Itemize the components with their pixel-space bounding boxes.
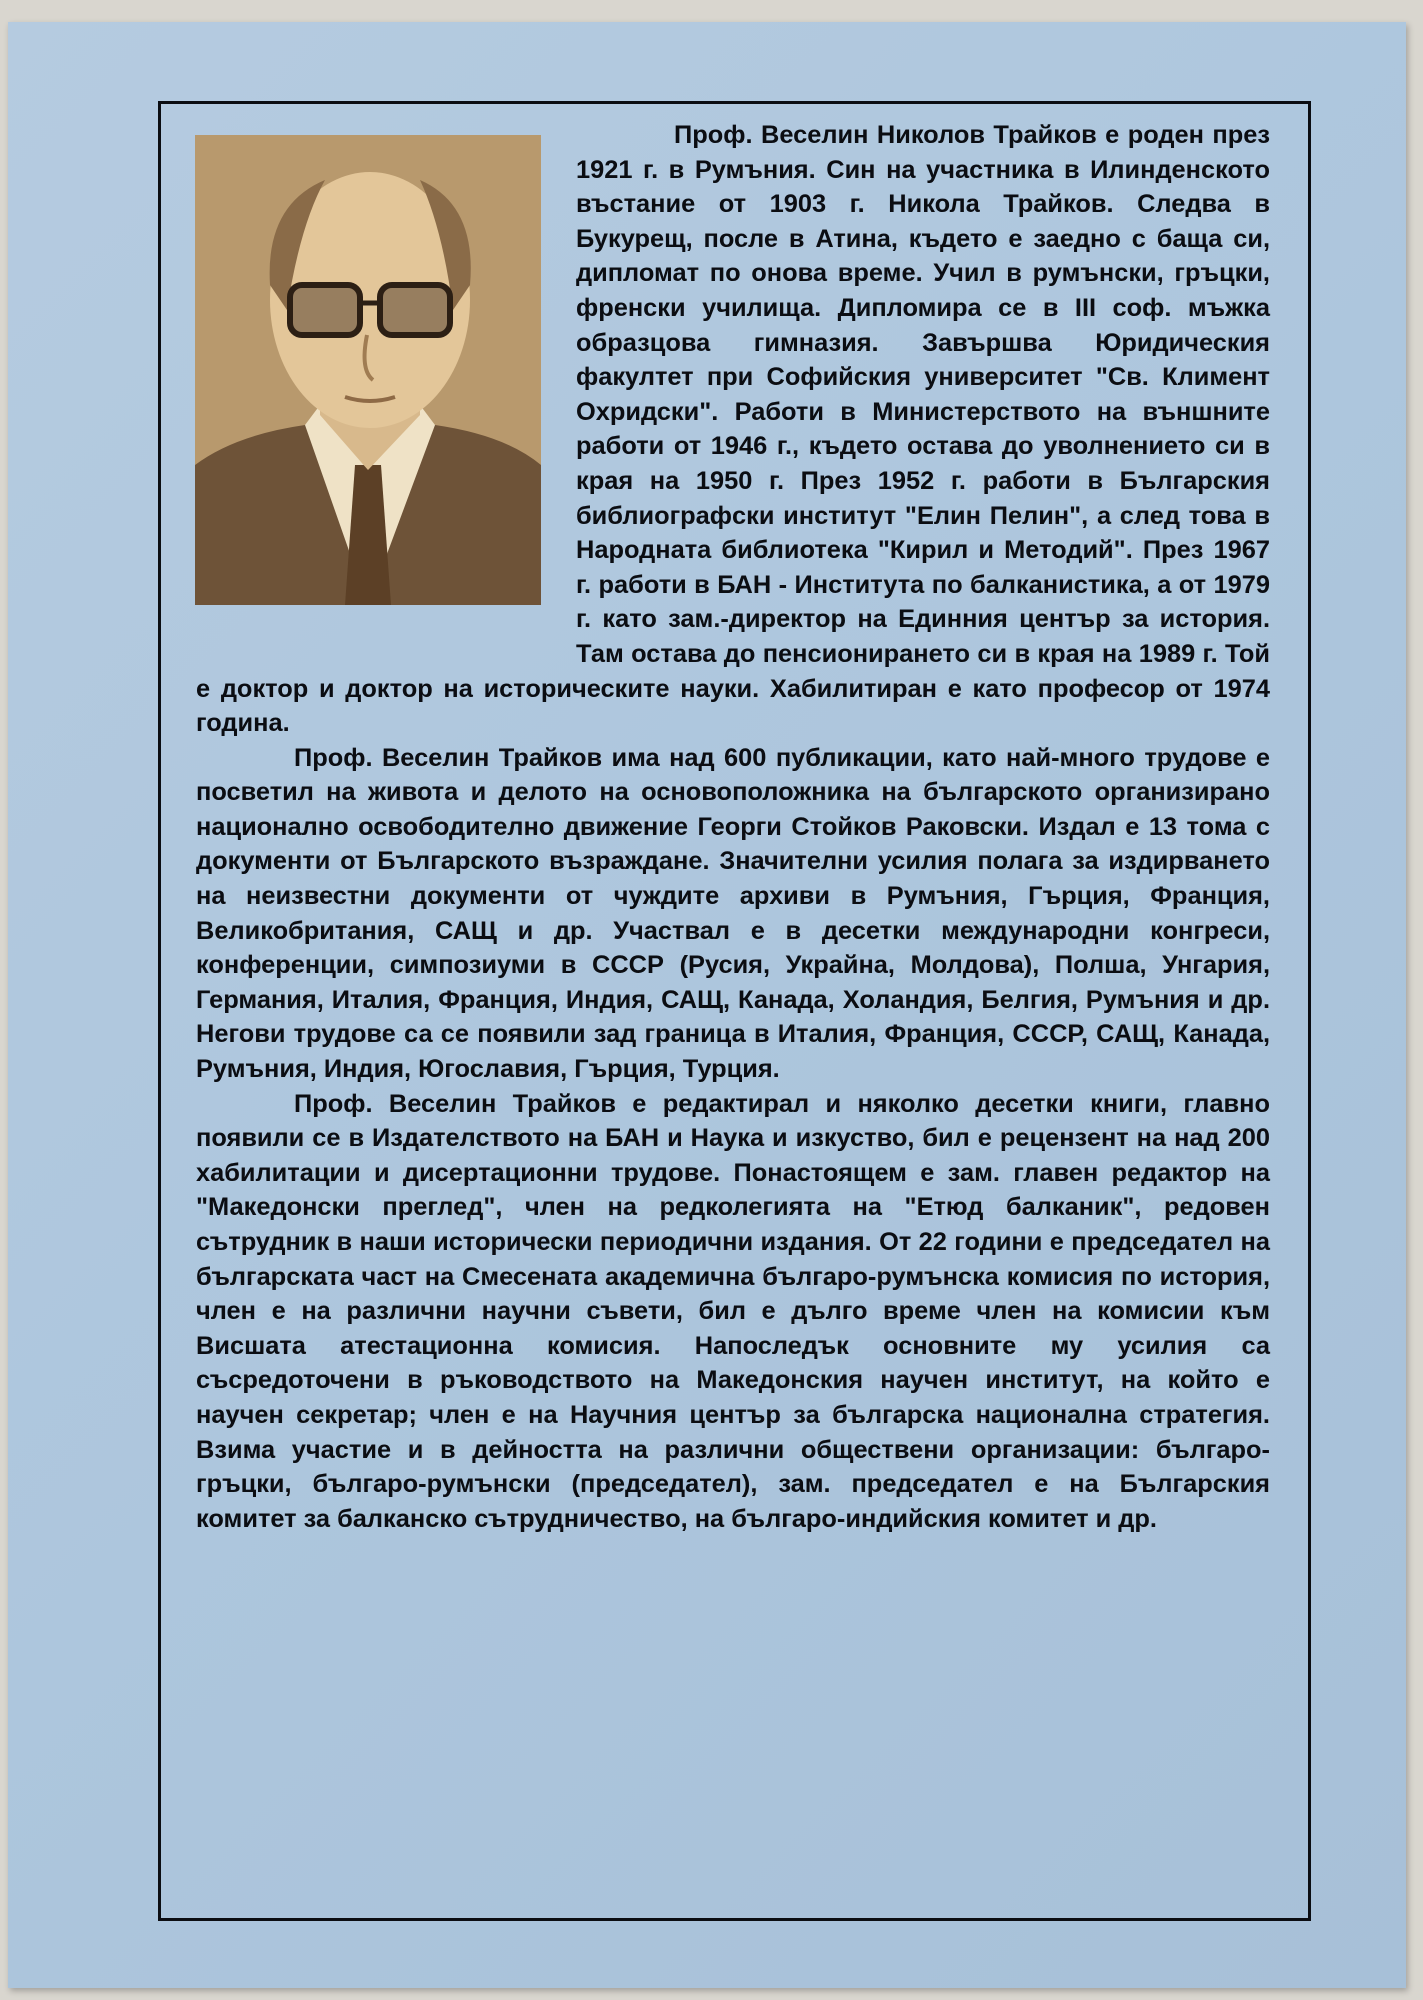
biography-paragraph-1: Проф. Веселин Николов Трайков е роден през 1921 г. в Румъния. Син на участника в Илинденското въстание от 1903 г. Никола Трайков. Следва в Букурещ, после в Атина, където е заедно с баща си, дипломат по онова време. Учил в румънски, гръцки, френски училища. Дипломира се в III соф. мъжка образцова гимназия. Завършва Юридическия факултет при Софийския университет "Св. Климент Охридски". Работи в Министерството на външните работи от 1946 г., където остава до уволнението си в края на 1950 г. През 1952 г. работи в Българския библиографски институт "Елин Пелин", а след това в Народната библиотека "Кирил и Методий". През 1967 г. работи в БАН - Института по балканистика, а от 1979 г. като зам.-директор на Единния център за история. Там остава до пенсионирането си в края на 1989 г. Той е доктор и доктор на историческите науки. Хабилитиран е като професор от 1974 година.	[196, 121, 1270, 738]
biography-paragraph-2: Проф. Веселин Трайков има над 600 публикации, като най-много трудове е посветил на живота и делото на основоположника на българското организирано национално освободително движение Георги Стойков Раковски. Издал е 13 тома с документи от Българското възраждане. Значителни усилия полага за издирването на неизвестни документи от чуждите архиви в Румъния, Гърция, Франция, Великобритания, САЩ и др. Участвал е в десетки международни конгреси, конференции, симпозиуми в СССР (Русия, Украйна, Молдова), Полша, Унгария, Германия, Италия, Франция, Индия, САЩ, Канада, Холандия, Белгия, Румъния и др. Негови трудове са се появили зад граница в Италия, Франция, СССР, САЩ, Канада, Румъния, Индия, Югославия, Гърция, Турция.	[196, 743, 1270, 1084]
biography-paragraph-3: Проф. Веселин Трайков е редактирал и няколко десетки книги, главно появили се в Издателството на БАН и Наука и изкуство, бил е рецензент на над 200 хабилитации и дисертационни трудове. Понастоящем е зам. главен редактор на "Македонски преглед", член на редколегията на "Етюд балканик", редовен сътрудник в наши исторически периодични издания. От 22 години е председател на българската част на Смесената академична българо-румънска комисия по история, член е на различни научни съвети, бил е дълго време член на комисии към Висшата атестационна комисия. Напоследък основните му усилия са съсредоточени в ръководството на Македонския научен институт, на който е научен секретар; член е на Научния център за българска национална стратегия. Взима участие и в дейността на различни обществени организации: българо-гръцки, българо-румънски (председател), зам. председател е на Българския комитет за балканско сътрудничество, на българо-индийския комитет и др.	[196, 1089, 1270, 1533]
biography-text	[196, 118, 1270, 1536]
photo-wrap-space	[196, 120, 576, 646]
